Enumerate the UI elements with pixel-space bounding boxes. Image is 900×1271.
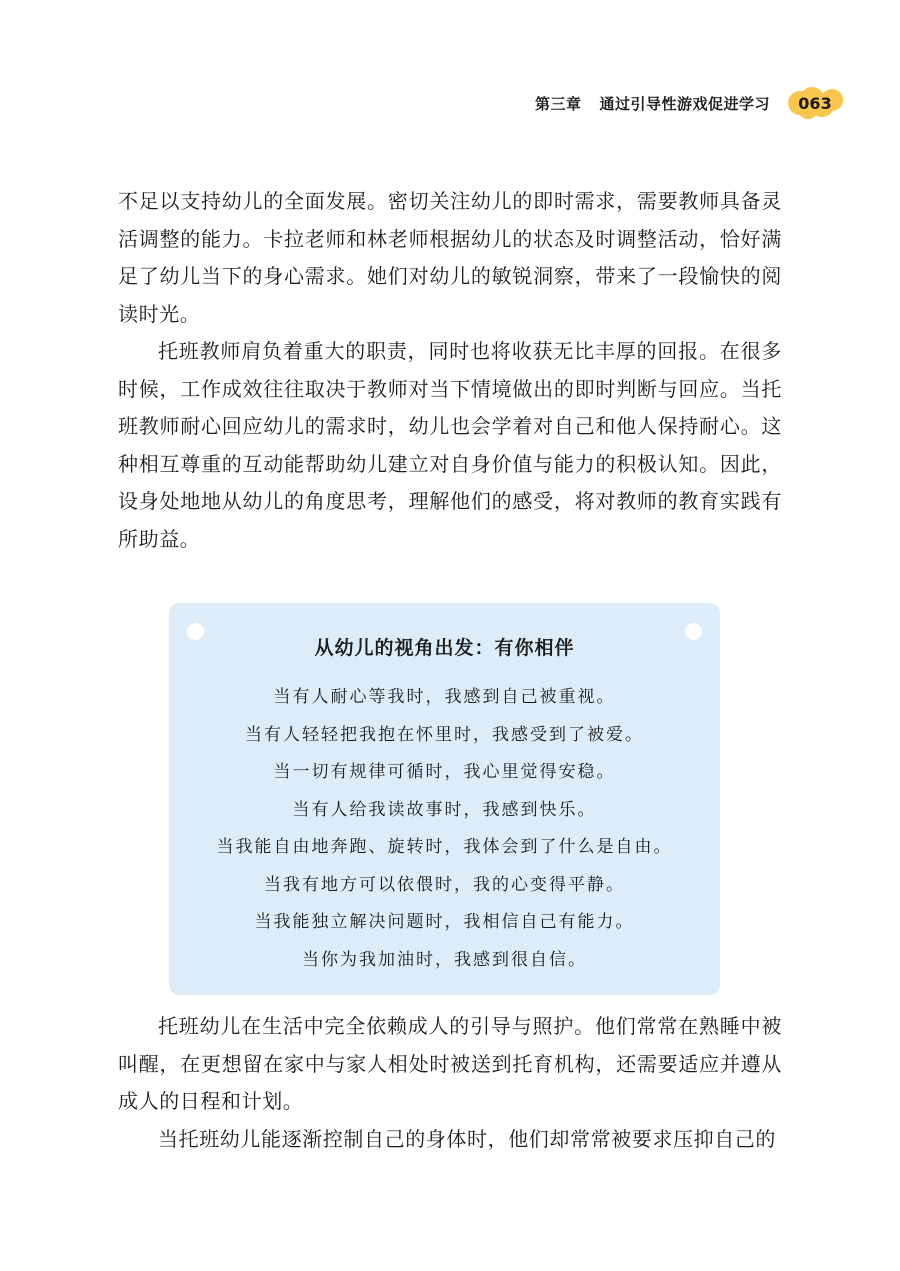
chapter-title: 通过引导性游戏促进学习 <box>599 94 770 113</box>
paragraph-3: 托班幼儿在生活中完全依赖成人的引导与照护。他们常常在熟睡中被叫醒，在更想留在家中与家人相处时被送到托育机构，还需要适应并遵从成人的日程和计划。 <box>118 1014 782 1113</box>
callout-line: 当有人给我读故事时，我感到快乐。 <box>292 799 597 820</box>
callout-line: 当你为我加油时，我感到很自信。 <box>302 949 587 970</box>
callout-line: 当我能独立解决问题时，我相信自己有能力。 <box>254 912 635 932</box>
callout-line: 当一切有规律可循时，我心里觉得安稳。 <box>273 762 616 782</box>
paragraph-2: 托班教师肩负着重大的职责，同时也将收获无比丰厚的回报。在很多时候，工作成效往往取决于教师对当下情境做出的即时判断与回应。当托班教师耐心回应幼儿的需求时，幼儿也会学着对自己和他人保持耐心。这种相互尊重的互动能帮助幼儿建立对自身价值与能力的积极认知。因此，设身处地地从幼儿的角度思考，理解他们的感受，将对教师的教育实践有所助益。 <box>118 339 782 551</box>
chapter-heading <box>535 93 770 114</box>
running-header <box>535 86 844 120</box>
callout-lines <box>169 679 720 979</box>
paragraph-4: 当托班幼儿能逐渐控制自己的身体时，他们却常常被要求压抑自己的 <box>158 1127 776 1151</box>
page-number: 063 <box>798 93 832 113</box>
paragraph-1: 不足以支持幼儿的全面发展。密切关注幼儿的即时需求，需要教师具备灵活调整的能力。卡拉老师和林老师根据幼儿的状态及时调整活动，恰好满足了幼儿当下的身心需求。她们对幼儿的敏锐洞察，带来了一段愉快的阅读时光。 <box>118 189 782 326</box>
callout-title: 从幼儿的视角出发：有你相伴 <box>314 637 575 659</box>
callout-box <box>169 603 720 995</box>
callout-line: 当我能自由地奔跑、旋转时，我体会到了什么是自由。 <box>216 837 673 857</box>
page-number-badge <box>786 86 844 120</box>
chapter-number: 第三章 <box>534 94 582 113</box>
callout-line: 当有人耐心等我时，我感到自己被重视。 <box>273 687 616 707</box>
callout-line: 当有人轻轻把我抱在怀里时，我感受到了被爱。 <box>245 724 644 745</box>
callout-line: 当我有地方可以依偎时，我的心变得平静。 <box>264 874 625 895</box>
